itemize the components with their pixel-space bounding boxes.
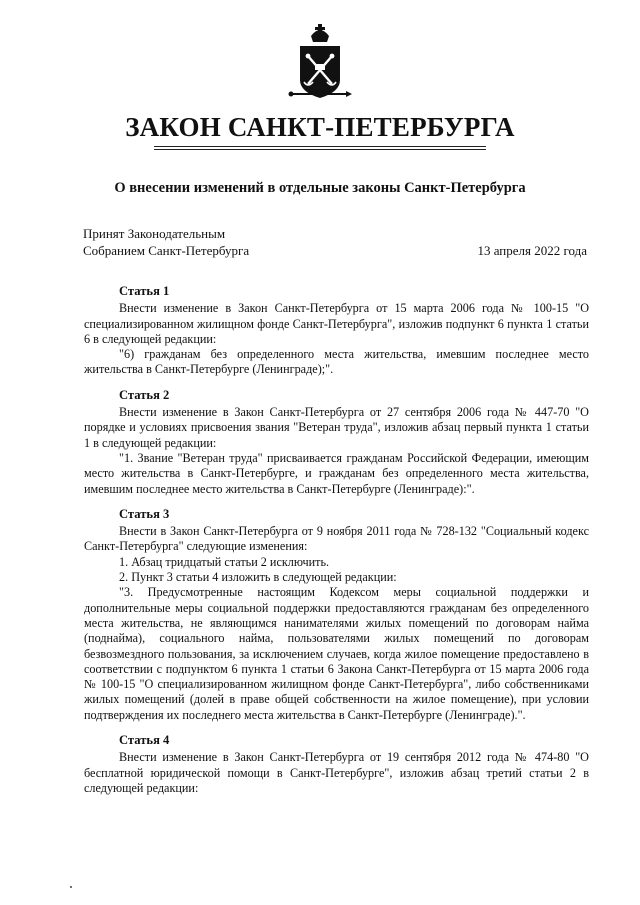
article-4	[84, 733, 589, 796]
article-paragraph: Внести изменение в Закон Санкт-Петербурга от 27 сентября 2006 года № 447-70 "О порядке и условиях присвоения звания "Ветеран труда", изложив абзац первый пункта 1 статьи 1 в следующей редакции:	[84, 405, 589, 450]
article-3	[84, 507, 589, 723]
title-rule-upper	[154, 146, 486, 147]
article-2	[84, 388, 589, 497]
scan-speck	[70, 886, 72, 888]
article-title: Статья 3	[119, 506, 170, 521]
adoption-line-1: Принят Законодательным	[83, 226, 226, 241]
adoption-info	[83, 225, 249, 259]
article-paragraph: "3. Предусмотренные настоящим Кодексом меры социальной поддержки и дополнительные меры социальной поддержки предоставляются гражданам без определенного места жительства, не являющимся нанимателями жилых помещений по договорам найма (поднайма), социального найма, пользователями жилых помещений по договорам безвозмездного пользования, за исключением случаев, когда жилое помещение предоставлено в соответствии с подпунктом 6 пункта 1 статьи 6 Закона Санкт-Петербурга от 15 марта 2006 года № 100-15 "О специализированном жилищном фонде Санкт-Петербурга", либо собственниками жилых помещений (долей в праве общей собственности на жилое помещение), при условии подтверждения их последнего места жительства в Санкт-Петербурге (Ленинграде).".	[84, 585, 589, 722]
article-paragraph: "6) гражданам без определенного места жительства, имевшим последнее место жительства в Санкт-Петербурге (Ленинграде);".	[84, 347, 589, 377]
article-title: Статья 4	[119, 733, 170, 748]
article-paragraph: Внести в Закон Санкт-Петербурга от 9 ноября 2011 года № 728-132 "Социальный кодекс Санкт-Петербурга" следующие изменения:	[84, 524, 589, 554]
article-paragraph: 1. Абзац тридцатый статьи 2 исключить.	[119, 554, 330, 569]
title-rule-lower	[154, 149, 486, 150]
article-title: Статья 2	[119, 387, 170, 402]
adoption-line-2: Собранием Санкт-Петербурга	[83, 243, 250, 258]
saint-petersburg-coat-of-arms-icon	[286, 22, 354, 102]
articles-section	[84, 284, 589, 806]
article-title: Статья 1	[119, 284, 170, 298]
article-paragraph: Внести изменение в Закон Санкт-Петербурга от 19 сентября 2012 года № 474-80 "О бесплатной юридической помощи в Санкт-Петербурге", изложив абзац третий статьи 2 в следующей редакции:	[84, 750, 589, 795]
article-paragraph: Внести изменение в Закон Санкт-Петербурга от 15 марта 2006 года № 100-15 "О специализированном жилищном фонде Санкт-Петербурга", изложив подпункт 6 пункта 1 статьи 6 в следующей редакции:	[84, 301, 589, 346]
article-paragraph: "1. Звание "Ветеран труда" присваивается гражданам Российской Федерации, имеющим место жительства в Санкт-Петербурге, и гражданам без определенного места жительства, имевшим последнее место жительства в Санкт-Петербурге (Ленинграде):".	[84, 450, 589, 496]
article-paragraph: 2. Пункт 3 статьи 4 изложить в следующей редакции:	[119, 570, 397, 585]
adoption-date: 13 апреля 2022 года	[477, 243, 587, 258]
law-subtitle: О внесении изменений в отдельные законы Санкт-Петербурга	[114, 180, 526, 196]
article-1	[84, 284, 589, 378]
law-title: ЗАКОН САНКТ-ПЕТЕРБУРГА	[125, 112, 515, 142]
